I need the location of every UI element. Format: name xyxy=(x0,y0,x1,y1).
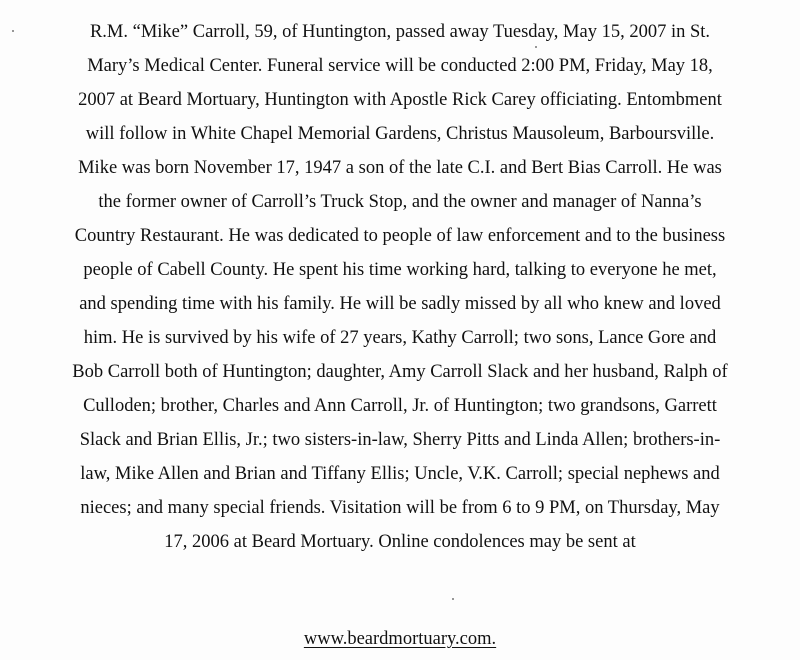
scan-speck xyxy=(535,46,537,48)
text-line: 2007 at Beard Mortuary, Huntington with Apostle Rick Carey officiating. Entombment xyxy=(78,90,722,110)
obituary-text xyxy=(2,15,798,559)
scan-speck xyxy=(452,598,454,600)
text-line: nieces; and many special friends. Visitation will be from 6 to 9 PM, on Thursday, May xyxy=(80,498,720,518)
text-line: Bob Carroll both of Huntington; daughter, Amy Carroll Slack and her husband, Ralph of xyxy=(72,362,728,382)
text-line: Country Restaurant. He was dedicated to people of law enforcement and to the business xyxy=(74,226,726,246)
text-line: Culloden; brother, Charles and Ann Carroll, Jr. of Huntington; two grandsons, Garrett xyxy=(83,396,717,416)
text-line: law, Mike Allen and Brian and Tiffany Ellis; Uncle, V.K. Carroll; special nephews and xyxy=(80,464,720,484)
text-line: Mike was born November 17, 1947 a son of the late C.I. and Bert Bias Carroll. He was xyxy=(78,158,722,178)
text-line: Slack and Brian Ellis, Jr.; two sisters-in-law, Sherry Pitts and Linda Allen; brothers-in- xyxy=(79,430,721,450)
text-line: 17, 2006 at Beard Mortuary. Online condolences may be sent at xyxy=(164,532,636,552)
scan-speck xyxy=(12,30,14,32)
website-line xyxy=(0,622,800,656)
text-line: him. He is survived by his wife of 27 years, Kathy Carroll; two sons, Lance Gore and xyxy=(83,328,717,348)
text-line: Mary’s Medical Center. Funeral service will be conducted 2:00 PM, Friday, May 18, xyxy=(87,56,713,76)
text-line: and spending time with his family. He will be sadly missed by all who knew and loved xyxy=(79,294,721,314)
text-line: the former owner of Carroll’s Truck Stop, and the owner and manager of Nanna’s xyxy=(98,192,702,212)
website-link[interactable]: www.beardmortuary.com. xyxy=(303,629,497,649)
text-line: R.M. “Mike” Carroll, 59, of Huntington, passed away Tuesday, May 15, 2007 in St. xyxy=(89,22,711,42)
text-line: will follow in White Chapel Memorial Gardens, Christus Mausoleum, Barboursville. xyxy=(85,124,715,144)
text-line: people of Cabell County. He spent his time working hard, talking to everyone he met, xyxy=(83,260,717,280)
